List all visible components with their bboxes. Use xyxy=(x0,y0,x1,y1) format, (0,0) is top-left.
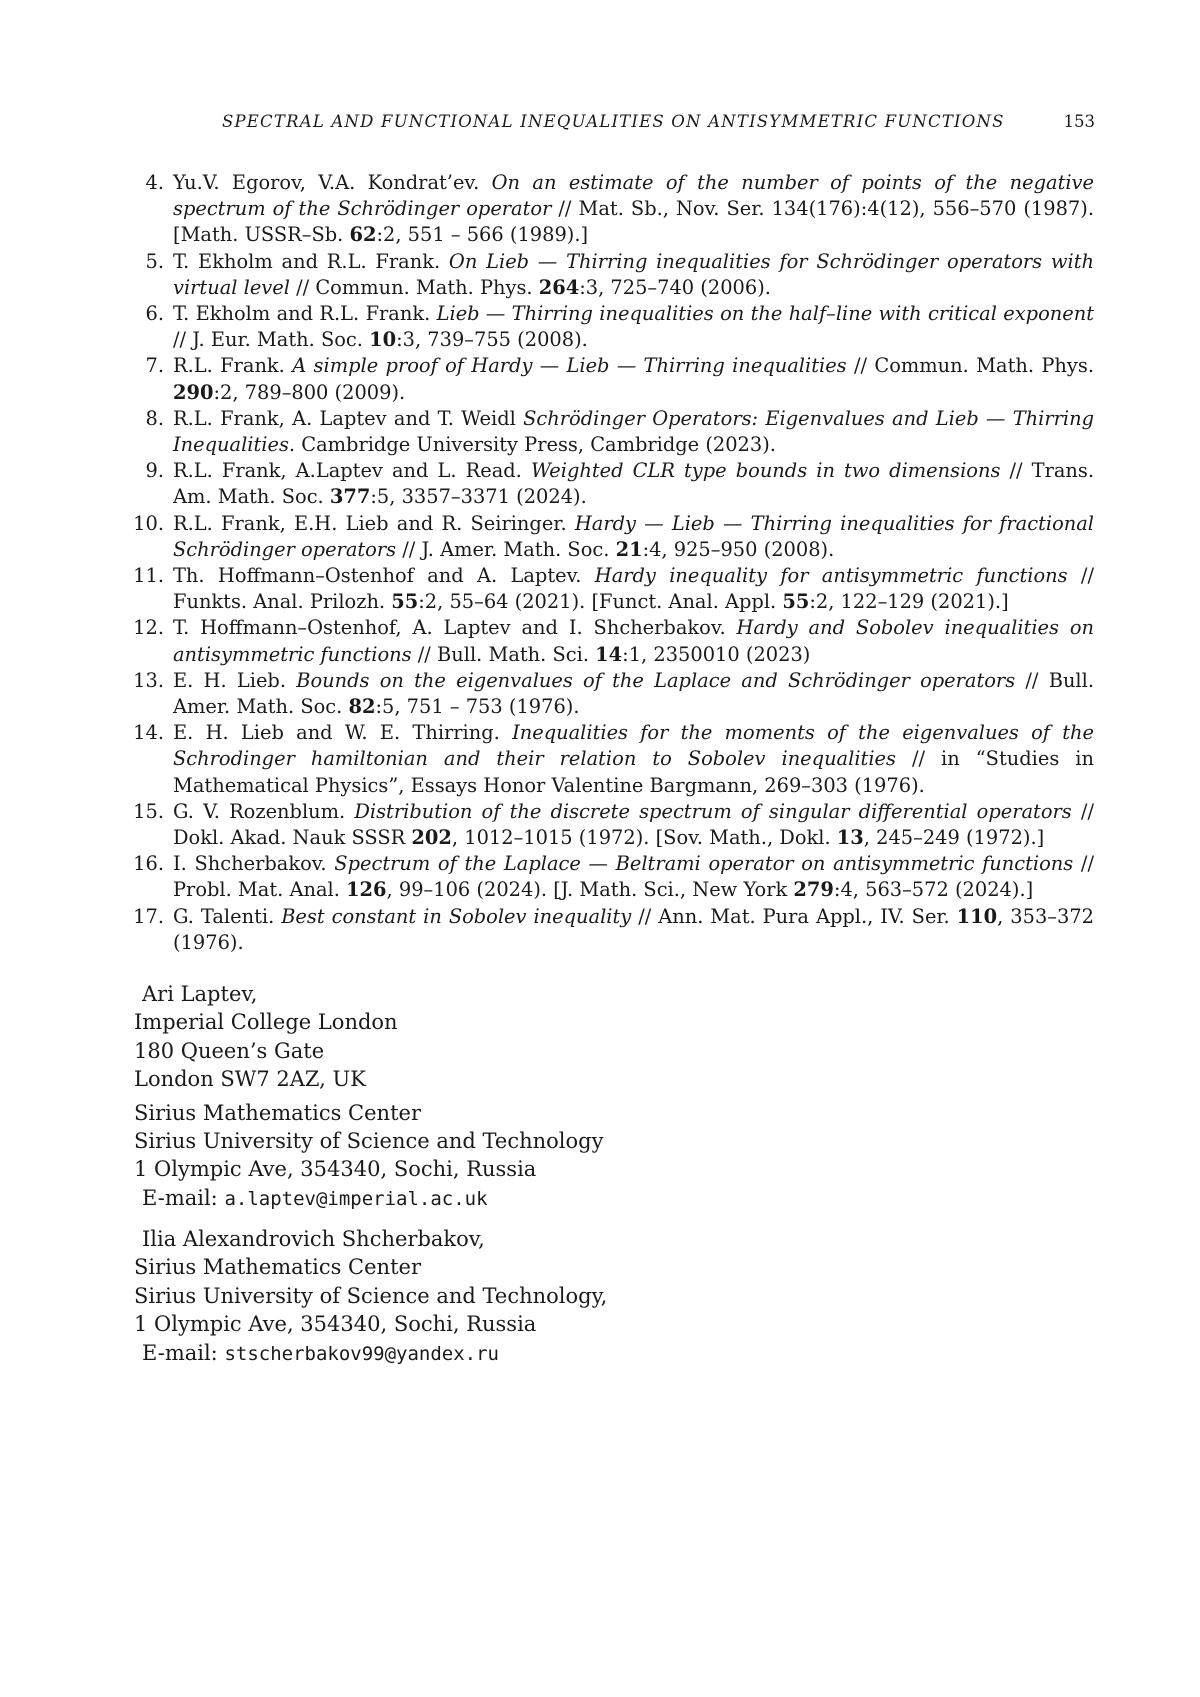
reference-volume: 21 xyxy=(615,537,643,561)
reference-number: 14. xyxy=(133,721,164,745)
reference-text: Yu.V. Egorov, V.A. Kondrat’ev. xyxy=(173,171,492,194)
reference-item xyxy=(128,353,1094,405)
reference-volume: 13 xyxy=(836,826,864,850)
reference-title: Lieb — Thirring inequalities on the half–line with critical exponent xyxy=(436,302,1094,326)
reference-text: R.L. Frank, E.H. Lieb and R. Seiringer. xyxy=(173,511,575,535)
reference-text: :5, 751 – 753 (1976). xyxy=(375,695,580,719)
reference-item xyxy=(128,851,1094,903)
reference-text: // J. Amer. Math. Soc. xyxy=(396,537,616,561)
reference-item xyxy=(128,668,1094,720)
reference-text: // Dokl. Akad. Nauk SSSR xyxy=(173,799,1094,850)
reference-number: 7. xyxy=(145,354,164,378)
email-line xyxy=(134,1184,834,1213)
reference-title: Distribution of the discrete spectrum of singular differential operators xyxy=(354,799,1072,823)
reference-text: // in “Studies in Mathematical Physics”, Essays Honor Valentine Bargmann, 269–303 (1976). xyxy=(173,747,1094,797)
reference-text: R.L. Frank. xyxy=(173,354,293,378)
affiliation-line: Sirius Mathematics Center xyxy=(134,1255,421,1280)
reference-item xyxy=(128,563,1094,615)
reference-item xyxy=(128,511,1094,563)
running-title: SPECTRAL AND FUNCTIONAL INEQUALITIES ON ANTISYMMETRIC FUNCTIONS xyxy=(222,112,1005,131)
reference-text: // Bull. Math. Sci. xyxy=(411,642,596,666)
reference-number: 15. xyxy=(133,799,164,823)
affiliation-line: Sirius University of Science and Technology, xyxy=(134,1283,608,1308)
reference-text: G. Talenti. xyxy=(173,904,282,928)
reference-volume: 55 xyxy=(782,590,810,614)
reference-number: 9. xyxy=(145,459,164,483)
reference-title: Schrödinger Operators: Eigenvalues and Lieb — Thirring Inequalities. xyxy=(173,406,1094,457)
affiliation-line: London SW7 2AZ, UK xyxy=(134,1067,366,1092)
reference-text: // Commun. Math. Phys. xyxy=(846,354,1094,378)
reference-title: A simple proof of Hardy — Lieb — Thirring inequalities xyxy=(292,354,847,378)
affiliation-line: Sirius University of Science and Technology xyxy=(134,1129,604,1154)
reference-text: :2, 789–800 (2009). xyxy=(213,380,406,404)
reference-item xyxy=(128,720,1094,799)
reference-text: R.L. Frank, A. Laptev and T. Weidl xyxy=(173,406,524,430)
reference-text: :3, 739–755 (2008). xyxy=(396,328,588,352)
reference-title: Weighted CLR type bounds in two dimensions xyxy=(530,459,1001,483)
reference-item xyxy=(128,799,1094,851)
affiliation-line: 180 Queen’s Gate xyxy=(134,1038,325,1063)
reference-list xyxy=(128,170,1094,956)
reference-volume: 279 xyxy=(793,878,834,902)
reference-text: :2, 122–129 (2021).] xyxy=(809,590,1009,614)
reference-title: Best constant in Sobolev inequality xyxy=(281,904,632,928)
reference-title: Hardy inequality for antisymmetric functions xyxy=(594,564,1068,588)
reference-text: // Trans. Am. Math. Soc. xyxy=(173,459,1095,509)
reference-volume: 264 xyxy=(538,275,580,299)
reference-number: 8. xyxy=(145,406,164,430)
reference-text: // Bull. Amer. Math. Soc. xyxy=(173,668,1094,719)
reference-text: , 353–372 (1976). xyxy=(173,904,1094,954)
reference-number: 13. xyxy=(133,668,164,692)
reference-title: Hardy and Sobolev inequalities on antisymmetric functions xyxy=(173,616,1095,666)
reference-title: On Lieb — Thirring inequalities for Schrödinger operators with virtual level xyxy=(173,249,1094,299)
reference-text: :4, 563–572 (2024).] xyxy=(833,878,1034,902)
reference-text: // Mat. Sb., Nov. Ser. 134(176):4(12), 556–570 (1987). [Math. USSR–Sb. xyxy=(173,197,1094,247)
reference-text: T. Hoffmann–Ostenhof, A. Laptev and I. Shcherbakov. xyxy=(173,616,737,640)
reference-text: :1, 2350010 (2023) xyxy=(622,642,811,666)
reference-volume: 126 xyxy=(346,878,387,902)
reference-text: T. Ekholm and R.L. Frank. xyxy=(173,249,449,273)
reference-title: Inequalities for the moments of the eigenvalues of the Schrodinger hamiltonian and their relation to Sobolev inequalities xyxy=(173,721,1094,771)
reference-volume: 10 xyxy=(369,328,397,352)
reference-text: :2, 55–64 (2021). [Funct. Anal. Appl. xyxy=(418,590,783,614)
reference-text: R.L. Frank, A.Laptev and L. Read. xyxy=(173,459,531,483)
author-address-laptev xyxy=(134,980,834,1213)
reference-text: , 1012–1015 (1972). [Sov. Math., Dokl. xyxy=(451,826,837,850)
affiliation-line: 1 Olympic Ave, 354340, Sochi, Russia xyxy=(134,1157,537,1182)
reference-volume: 290 xyxy=(173,380,214,404)
running-header xyxy=(0,112,1200,138)
reference-text: G. V. Rozenblum. xyxy=(173,799,355,823)
reference-text: T. Ekholm and R.L. Frank. xyxy=(173,302,437,326)
reference-volume: 377 xyxy=(329,485,371,509)
reference-text: :3, 725–740 (2006). xyxy=(579,275,771,299)
reference-number: 11. xyxy=(133,564,164,588)
reference-text: , 99–106 (2024). [J. Math. Sci., New York xyxy=(386,878,794,902)
reference-number: 16. xyxy=(133,852,164,876)
reference-title: Spectrum of the Laplace — Beltrami operator on antisymmetric functions xyxy=(334,852,1074,876)
reference-text: , 245–249 (1972).] xyxy=(863,826,1045,850)
email-address: a.laptev@imperial.ac.uk xyxy=(224,1187,488,1210)
affiliation-line: Sirius Mathematics Center xyxy=(134,1100,421,1125)
reference-item xyxy=(128,406,1094,458)
email-address: stscherbakov99@yandex.ru xyxy=(224,1342,499,1365)
reference-text: // Funkts. Anal. Prilozh. xyxy=(173,564,1095,614)
email-line xyxy=(134,1339,834,1368)
reference-text: :2, 551 – 566 (1989).] xyxy=(376,223,589,247)
author-name: Ari Laptev, xyxy=(142,982,258,1006)
reference-item xyxy=(128,615,1094,667)
reference-volume: 55 xyxy=(391,590,419,614)
reference-text: :5, 3357–3371 (2024). xyxy=(370,485,587,509)
affiliation-line: 1 Olympic Ave, 354340, Sochi, Russia xyxy=(134,1312,537,1337)
affiliation-line: Imperial College London xyxy=(134,1010,398,1035)
author-name: Ilia Alexandrovich Shcherbakov, xyxy=(142,1227,485,1251)
page-number: 153 xyxy=(1063,112,1095,131)
reference-volume: 202 xyxy=(411,826,452,850)
reference-text: // Probl. Mat. Anal. xyxy=(173,852,1095,902)
reference-text: E. H. Lieb. xyxy=(173,668,297,692)
reference-text: E. H. Lieb and W. E. Thirring. xyxy=(173,721,513,745)
reference-text: :4, 925–950 (2008). xyxy=(642,537,835,561)
reference-number: 17. xyxy=(133,904,164,928)
reference-number: 5. xyxy=(145,249,164,273)
reference-volume: 62 xyxy=(349,223,377,247)
reference-number: 6. xyxy=(145,302,164,326)
reference-text: // Ann. Mat. Pura Appl., IV. Ser. xyxy=(631,904,957,928)
reference-number: 10. xyxy=(133,511,164,535)
reference-volume: 82 xyxy=(348,695,376,719)
reference-title: Hardy — Lieb — Thirring inequalities for fractional Schrödinger operators xyxy=(173,511,1094,561)
reference-text: // J. Eur. Math. Soc. xyxy=(173,328,370,352)
reference-item xyxy=(128,301,1094,353)
reference-text: // Commun. Math. Phys. xyxy=(289,275,539,299)
reference-text: Th. Hoffmann–Ostenhof and A. Laptev. xyxy=(173,564,595,588)
reference-item xyxy=(128,458,1094,510)
email-label: E-mail: xyxy=(142,1185,225,1210)
reference-item xyxy=(128,249,1094,301)
reference-item xyxy=(128,170,1094,249)
reference-number: 12. xyxy=(133,616,164,640)
email-label: E-mail: xyxy=(142,1340,225,1365)
reference-number: 4. xyxy=(145,171,164,194)
author-address-shcherbakov xyxy=(134,1225,834,1368)
reference-title: Bounds on the eigenvalues of the Laplace and Schrödinger operators xyxy=(296,668,1016,692)
reference-title: On an estimate of the number of points of the negative spectrum of the Schrödinger operator xyxy=(173,171,1094,221)
reference-volume: 110 xyxy=(956,904,998,928)
reference-text: I. Shcherbakov. xyxy=(173,852,335,876)
reference-volume: 14 xyxy=(595,642,623,666)
reference-text: Cambridge University Press, Cambridge (2023). xyxy=(295,433,776,457)
reference-item xyxy=(128,904,1094,956)
